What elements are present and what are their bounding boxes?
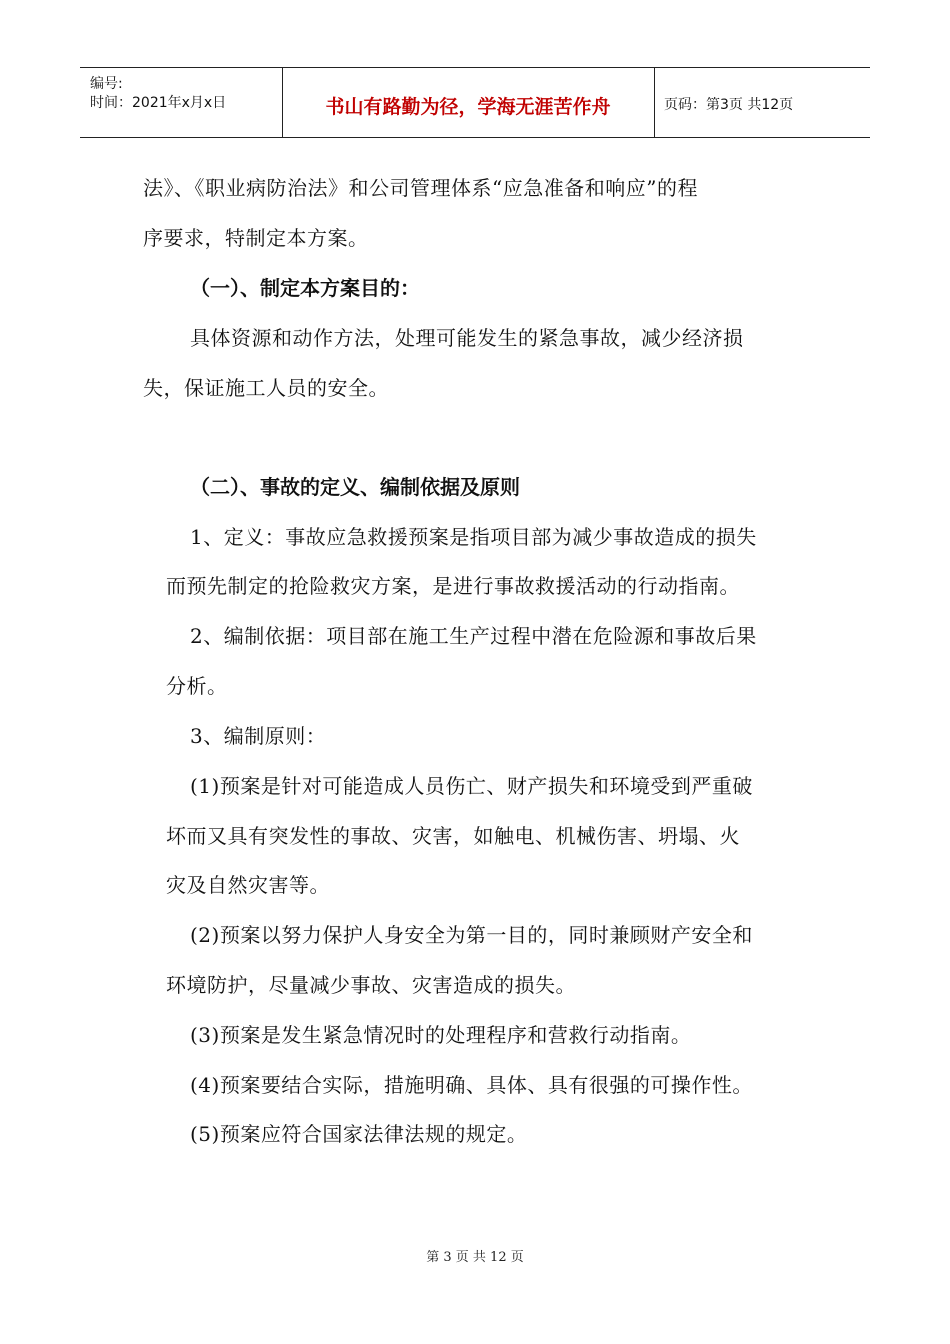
paragraph-line: (2)预案以努力保护人身安全为第一目的，同时兼顾财产安全和: [190, 923, 753, 947]
paragraph-line: 法》、《职业病防治法》和公司管理体系“应急准备和响应”的程: [143, 176, 698, 200]
page-header: [80, 67, 870, 138]
paragraph-line: 失，保证施工人员的安全。: [143, 376, 389, 400]
paragraph-line: 灾及自然灾害等。: [166, 873, 330, 897]
paragraph-line: 坏而又具有突发性的事故、灾害，如触电、机械伤害、坍塌、火: [166, 824, 740, 848]
header-page-cell: [654, 68, 870, 137]
paragraph-line: (3)预案是发生紧急情况时的处理程序和营救行动指南。: [190, 1023, 692, 1047]
section-heading-1: （一）、制定本方案目的：: [190, 276, 420, 300]
header-motto: 书山有路勤为径，学海无涯苦作舟: [325, 96, 611, 118]
page-footer: 第 3 页 共 12 页: [426, 1250, 524, 1265]
paragraph-line: 而预先制定的抢险救灾方案，是进行事故救援活动的行动指南。: [166, 574, 740, 598]
document-date: 时间：2021年x月x日: [90, 95, 227, 111]
header-motto-cell: [282, 68, 655, 137]
paragraph-line: 1、定义：事故应急救援预案是指项目部为减少事故造成的损失: [190, 525, 757, 549]
document-number-label: 编号:: [90, 76, 123, 92]
header-page-info: 页码：第3页 共12页: [664, 97, 794, 113]
paragraph-line: 具体资源和动作方法，处理可能发生的紧急事故，减少经济损: [190, 326, 744, 350]
paragraph-line: (4)预案要结合实际，措施明确、具体、具有很强的可操作性。: [190, 1073, 753, 1097]
header-meta-cell: [80, 68, 283, 137]
paragraph-line: 序要求，特制定本方案。: [143, 226, 369, 250]
paragraph-line: 3、编制原则：: [190, 724, 327, 748]
paragraph-line: (5)预案应符合国家法律法规的规定。: [190, 1122, 528, 1146]
paragraph-line: 分析。: [166, 674, 228, 698]
paragraph-line: 2、编制依据：项目部在施工生产过程中潜在危险源和事故后果: [190, 624, 757, 648]
section-heading-2: （二）、事故的定义、编制依据及原则: [190, 475, 520, 499]
paragraph-line: 环境防护，尽量减少事故、灾害造成的损失。: [166, 973, 576, 997]
paragraph-line: (1)预案是针对可能造成人员伤亡、财产损失和环境受到严重破: [190, 774, 753, 798]
